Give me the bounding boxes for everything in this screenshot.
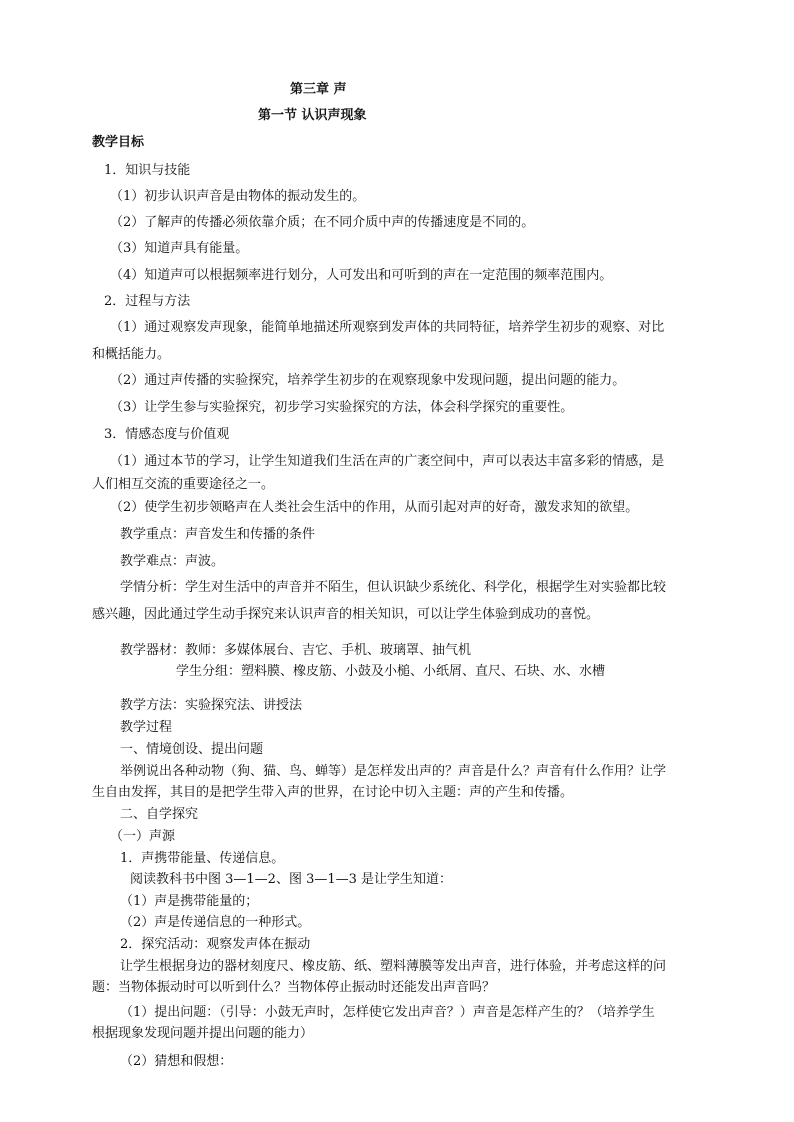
paragraph: （1）通过观察发声现象，能简单地描述所观察到发声体的共同特征，培养学生初步的观察、对比 [110,320,665,335]
paragraph: 根据现象发现问题并提出问题的能力） [92,1026,314,1041]
paragraph: 人们相互交流的重要途径之一。 [92,477,275,492]
subheading-knowledge: 1．知识与技能 [104,163,191,178]
paragraph: （2）使学生初步领略声在人类社会生活中的作用，从而引起对声的好奇，激发求知的欲望。 [110,500,639,515]
paragraph: （2）了解声的传播必须依靠介质；在不同介质中声的传播速度是不同的。 [110,215,535,230]
key-point: 教学重点：声音发生和传播的条件 [120,527,316,542]
paragraph: （1）声是携带能量的； [120,894,259,909]
paragraph: （4）知道声可以根据频率进行划分，人可发出和可听到的声在一定范围的频率范围内。 [110,268,613,283]
teaching-process-heading: 教学过程 [120,720,173,735]
activity-heading: 2．探究活动：观察发声体在振动 [120,937,311,952]
paragraph: （2）声是传递信息的一种形式。 [120,915,311,930]
paragraph: （3）让学生参与实验探究，初步学习实验探究的方法，体会科学探究的重要性。 [110,400,574,415]
paragraph: 阅读教科书中图 3—1—2、图 3—1—3 是让学生知道： [130,872,453,887]
subheading-attitude: 3．情感态度与价值观 [104,427,230,442]
section-heading: 二、自学探究 [120,807,199,822]
difficult-point: 教学难点：声波。 [120,554,225,569]
equipment-teacher: 教学器材：教师：多媒体展台、吉它、手机、玻璃罩、抽气机 [120,643,472,658]
paragraph: 感兴趣，因此通过学生动手探究来认识声音的相关知识，可以让学生体验到成功的喜悦。 [92,607,600,622]
equipment-students: 学生分组：塑料膜、橡皮筋、小鼓及小槌、小纸屑、直尺、石块、水、水槽 [176,664,606,679]
paragraph: （2）通过声传播的实验探究，培养学生初步的在观察现象中发现问题，提出问题的能力。 [110,373,626,388]
objectives-heading: 教学目标 [92,135,145,150]
section-heading: 一、情境创设、提出问题 [120,742,264,757]
paragraph: 生自由发挥，其目的是把学生带入声的世界，在讨论中切入主题：声的产生和传播。 [92,785,574,800]
chapter-title: 第三章 声 [290,82,347,97]
subsection-heading: （一）声源 [110,829,176,844]
teaching-method: 教学方法：实验探究法、讲授法 [120,698,303,713]
paragraph: 举例说出各种动物（狗、猫、鸟、蝉等）是怎样发出声的？声音是什么？声音有什么作用？让学 [120,764,667,779]
paragraph: 题：当物体振动时可以听到什么？当物体停止振动时还能发出声音吗？ [92,980,496,995]
paragraph: （1）初步认识声音是由物体的振动发生的。 [110,189,366,204]
paragraph: 1．声携带能量、传递信息。 [120,851,285,866]
paragraph: （1）通过本节的学习，让学生知道我们生活在声的广袤空间中，声可以表达丰富多彩的情感，是 [110,454,665,469]
paragraph: （1）提出问题：（引导：小鼓无声时，怎样使它发出声音？）声音是怎样产生的？（培养学生 [120,1005,655,1020]
paragraph: （2）猜想和假想： [120,1054,233,1069]
paragraph: 让学生根据身边的器材刻度尺、橡皮筋、纸、塑料薄膜等发出声音，进行体验，并考虑这样的问 [120,959,667,974]
paragraph: 和概括能力。 [92,347,171,362]
section-title: 第一节 认识声现象 [258,108,367,123]
paragraph: （3）知道声具有能量。 [110,241,249,256]
student-analysis: 学情分析：学生对生活中的声音并不陌生，但认识缺少系统化、科学化，根据学生对实验都比较 [120,580,667,595]
subheading-process: 2．过程与方法 [104,294,191,309]
